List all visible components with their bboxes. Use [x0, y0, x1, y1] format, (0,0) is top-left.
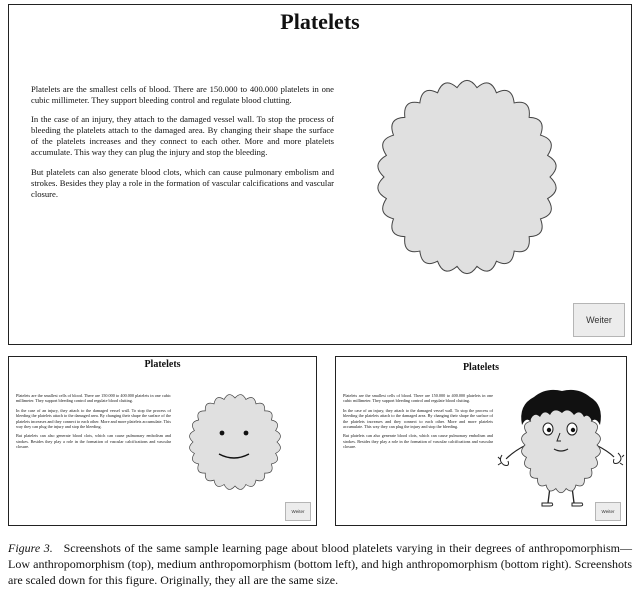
screenshot-medium-anthropomorphism [8, 356, 317, 526]
content-text [343, 393, 493, 454]
content-text [16, 393, 171, 454]
figure-caption [8, 540, 632, 588]
left-hand [498, 455, 509, 466]
smiling-platelet-icon [185, 392, 285, 492]
left-pupil [547, 428, 551, 432]
figure-label: Figure 3. [8, 541, 53, 555]
paragraph: But platelets can also generate blood clots, which can cause pulmonary embolism and strokes. Besides they play a role in the formation of vascular calcifications and vascular closure. [31, 166, 334, 199]
paragraph: In the case of an injury, they attach to the damaged vessel wall. To stop the process of bleeding the platelets attach to the damaged area. By changing their shape the surface of the platelets increases and they connect to each other. More and more platelets accumulate. This way they can plug the injury and stop the bleeding. [16, 407, 171, 430]
right-hand [614, 453, 625, 465]
paragraph: But platelets can also generate blood clots, which can cause pulmonary embolism and strokes. Besides they play a role in the formation of vascular calcifications and vascular closure. [343, 433, 493, 450]
paragraph: Platelets are the smallest cells of blood. There are 150.000 to 400.000 platelets in one cubic millimeter. They support bleeding control and regulate blood clutting. [343, 393, 493, 404]
right-eye [244, 431, 249, 436]
caption-text: Screenshots of the same sample learning page about blood platelets varying in their degrees of anthropomorphism—Low anthropomorphism (top), medium anthropomorphism (bottom left), and high anthropomorphism (bottom right). Screenshots are scaled down for this figure. Originally, they all are the same size. [8, 541, 632, 587]
next-button[interactable]: Weiter [573, 303, 625, 337]
platelet-icon [372, 77, 562, 277]
right-pupil [571, 428, 575, 432]
page-title: Platelets [144, 359, 181, 370]
paragraph: Platelets are the smallest cells of blood. There are 150.000 to 400.000 platelets in one cubic millimeter. They support bleeding control and regulate blood clutting. [31, 84, 334, 106]
page-title: Platelets [280, 9, 360, 34]
platelet-character-icon [496, 383, 626, 513]
page-title: Platelets [462, 362, 500, 373]
paragraph: In the case of an injury, they attach to the damaged vessel wall. To stop the process of bleeding the platelets attach to the damaged area. By changing their shape the surface of the platelets increases and they connect to each other. More and more platelets accumulate. This way they can plug the injury and stop the bleeding. [31, 114, 334, 158]
left-eye [220, 431, 225, 436]
next-button[interactable]: Weiter [285, 502, 311, 521]
screenshot-low-anthropomorphism [8, 4, 632, 345]
left-foot [542, 503, 553, 506]
screenshot-high-anthropomorphism [335, 356, 627, 526]
next-button[interactable]: Weiter [595, 502, 621, 521]
paragraph: Platelets are the smallest cells of blood. There are 150.000 to 400.000 platelets in one cubic millimeter. They support bleeding control and regulate blood clutting. [16, 393, 171, 404]
content-text [31, 84, 334, 208]
paragraph: In the case of an injury, they attach to the damaged vessel wall. To stop the process of bleeding the platelets attach to the damaged area. By changing their shape the surface of the platelets increases and they connect to each other. More and more platelets accumulate. This way they can plug the injury and stop the bleeding. [343, 407, 493, 430]
right-foot [572, 503, 583, 506]
paragraph: But platelets can also generate blood clots, which can cause pulmonary embolism and strokes. Besides they play a role in the formation of vascular calcifications and vascular closure. [16, 433, 171, 450]
